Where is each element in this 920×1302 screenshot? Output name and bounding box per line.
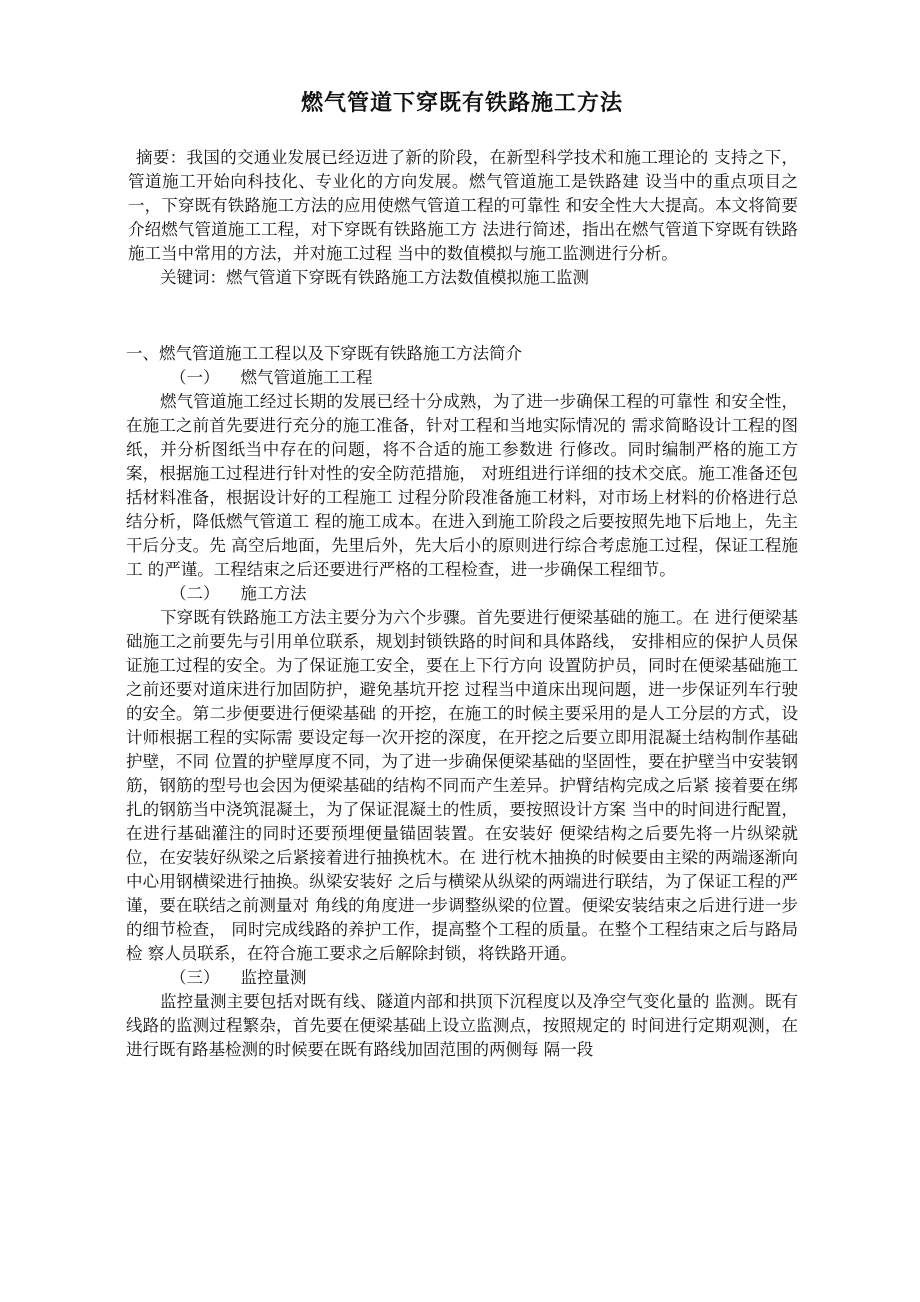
subsection-heading-1: （一） 燃气管道施工工程 [170,368,373,387]
subsection-paragraph-3: 监控量测主要包括对既有线、隧道内部和拱顶下沉程度以及净空气变化量的 监测。既有线路的监测过程繁杂，首先要在便梁基础上设立监测点，按照规定的 时间进行定期观测，在进行既有路基检测的时候要在既有路线加固范围的两侧每 隔一段 [126,992,798,1059]
document-title: 燃气管道下穿既有铁路施工方法 [300,90,623,116]
section-heading-1: 一、燃气管道施工工程以及下穿既有铁路施工方法简介 [126,344,522,363]
subsection-heading-2: （二） 施工方法 [170,584,307,603]
subsection-heading-3: （三） 监控量测 [170,968,307,987]
subsection-paragraph-1: 燃气管道施工经过长期的发展已经十分成熟，为了进一步确保工程的可靠性 和安全性，在施工之前首先要进行充分的施工准备，针对工程和当地实际情况的 需求简略设计工程的图纸，并分析图纸当中存在的问题，将不合适的施工参数进 行修改。同时编制严格的施工方案，根据施工过程进行针对性的安全防范措施， 对班组进行详细的技术交底。施工准备还包括材料准备，根据设计好的工程施工 过程分阶段准备施工材料，对市场上材料的价格进行总结分析，降低燃气管道工 程的施工成本。在进入到施工阶段之后要按照先地下后地上，先主干后分支。先 高空后地面，先里后外，先大后小的原则进行综合考虑施工过程，保证工程施工 的严谨。工程结束之后还要进行严格的工程检查，进一步确保工程细节。 [126,392,798,579]
abstract-paragraph: 摘要：我国的交通业发展已经迈进了新的阶段，在新型科学技术和施工理论的 支持之下，管道施工开始向科技化、专业化的方向发展。燃气管道施工是铁路建 设当中的重点项目之一，下穿既有铁路施工方法的应用使燃气管道工程的可靠性 和安全性大大提高。本文将简要介绍燃气管道施工工程，对下穿既有铁路施工方 法进行简述，指出在燃气管道下穿既有铁路施工当中常用的方法，并对施工过程 当中的数值模拟与施工监测进行分析。 [128,148,798,263]
keywords-line: 关键词：燃气管道下穿既有铁路施工方法数值模拟施工监测 [160,268,589,287]
subsection-paragraph-2: 下穿既有铁路施工方法主要分为六个步骤。首先要进行便梁基础的施工。在 进行便梁基础施工之前要先与引用单位联系，规划封锁铁路的时间和具体路线， 安排相应的保护人员保证施工过程的安全。为了保证施工安全，要在上下行方向 设置防护员，同时在便梁基础施工之前还要对道床进行加固防护，避免基坑开挖 过程当中道床出现问题，进一步保证列车行驶的安全。第二步便要进行便梁基础 的开挖，在施工的时候主要采用的是人工分层的方式，设计师根据工程的实际需 要设定每一次开挖的深度，在开挖之后要立即用混凝土结构制作基础护壁，不同 位置的护壁厚度不同，为了进一步确保便梁基础的坚固性，要在护壁当中安装钢 筋，钢筋的型号也会因为便梁基础的结构不同而产生差异。护臂结构完成之后紧 接着要在绑扎的钢筋当中浇筑混凝土，为了保证混凝土的性质，要按照设计方案 当中的时间进行配置，在进行基础灌注的同时还要预埋便量锚固装置。在安装好 便梁结构之后要先将一片纵梁就位，在安装好纵梁之后紧接着进行抽换枕木。在 进行枕木抽换的时候要由主梁的两端逐渐向中心用钢横梁进行抽换。纵梁安装好 之后与横梁从纵梁的两端进行联结，为了保证工程的严谨，要在联结之前测量对 角线的角度进一步调整纵梁的位置。便梁安装结束之后进行进一步的细节检查， 同时完成线路的养护工作，提高整个工程的质量。在整个工程结束之后与路局检 察人员联系，在符合施工要求之后解除封锁，将铁路开通。 [126,608,798,963]
